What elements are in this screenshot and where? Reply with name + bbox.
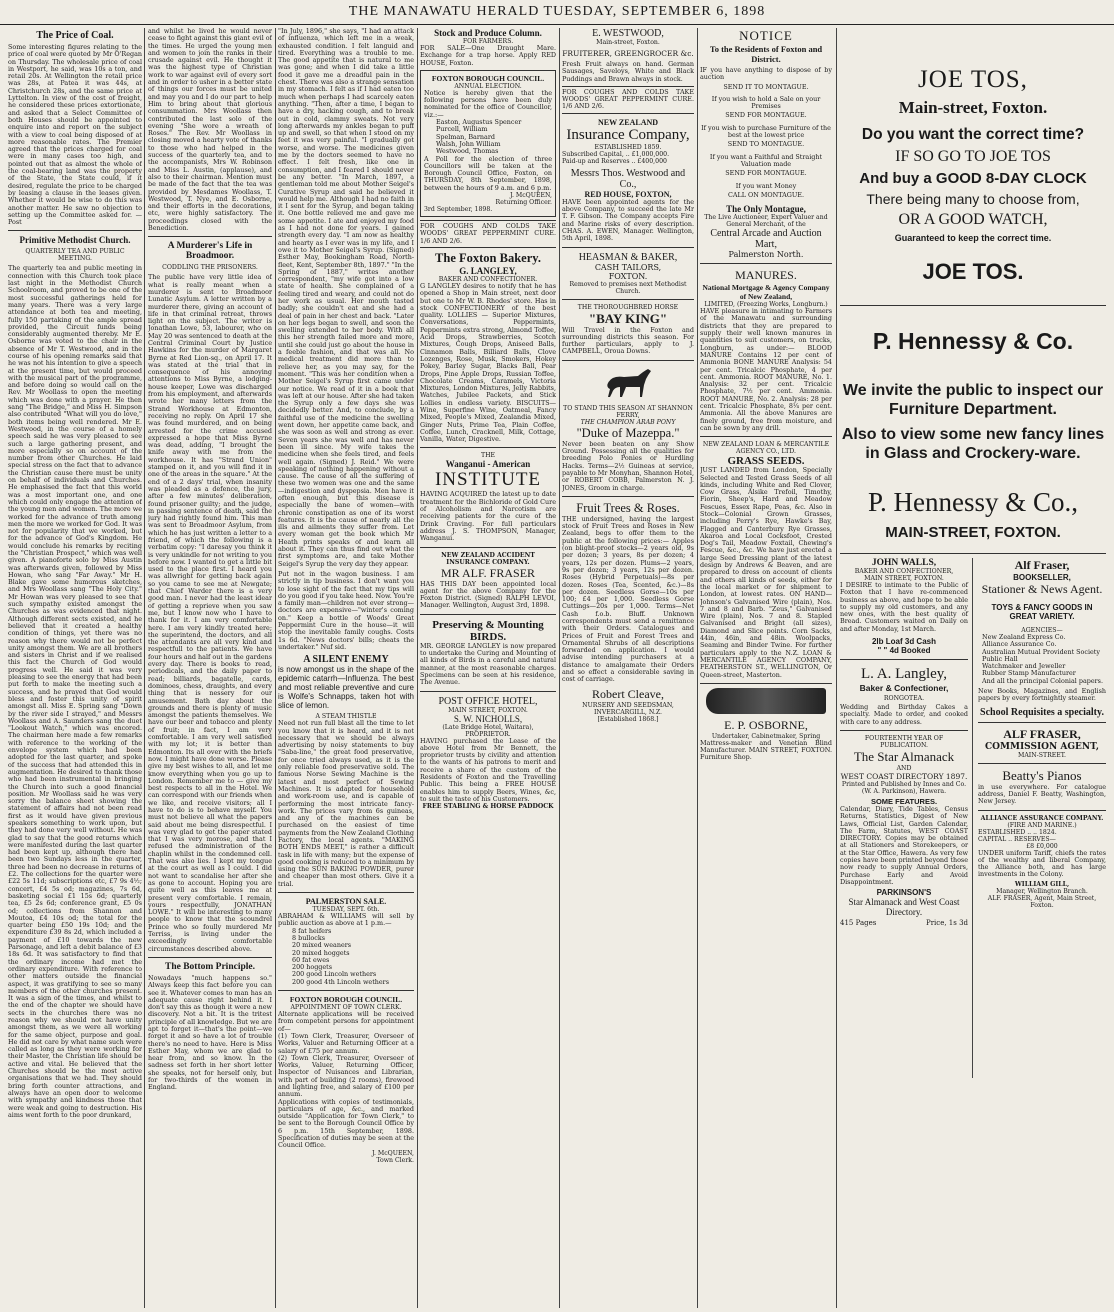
list-item: 200 hoggets: [292, 963, 333, 972]
loan-title: NEW ZEALAND LOAN & MERCANTILE AGENCY CO., LTD.: [702, 441, 830, 456]
council-role: Town Clerk.: [376, 1156, 414, 1164]
murder-title: A Murderer's Life in Broadmoor.: [167, 241, 253, 262]
hennessy-also: Also to view some new fancy lines in Glass and Crockery-ware.: [841, 426, 1105, 462]
post-title: POST OFFICE HOTEL,: [438, 695, 538, 707]
list-item: If you wish to purchase Furniture of the best at the lowest price: [701, 123, 831, 140]
column-7: [840, 28, 1106, 1308]
insurance-redhouse: RED HOUSE, FOXTON,: [584, 189, 672, 199]
steam-head: A STEAM THISTLE: [315, 713, 377, 721]
horse-head: THE THOROUGHBRED HORSE: [577, 303, 679, 311]
coffin-icon: [706, 688, 826, 714]
murder-article: The public have very little idea of what is really meant when a murderer is sent to Broadmoor Lunatic Asylum. A letter written by a murderer there, giving an account of life in that criminal retreat, throws light on the subject. The writer is Jonathan Lowe, 53, labourer, who on May 20 was sentenced to death at the Central Criminal Court by Justice Hawkins for the murder of Margaret Byrne at Red Lion-sq., on April 17. It was stated at the trial that in consequence of his annoying attentions to Miss Byrne, a lodging-house keeper, Lowe was discharged from his employment, and afterwards wrote her many letters from the Strand Workhouse at Edmonton, receiving no reply. On April 17 she was found murdered, and on being arrested for the crime accused expressed a hope that Miss Byrne was dead, adding, "I brought the knife away with me from the workhouse. It has "Strand Union" stamped on it, and you will find it in one of the areas in the square." At the end of a 2 days' trial, when insanity was pleaded as a defence, the jury, after a few minutes' deliberation, found prisoner guilty; and the judge, in passing sentence of death, said the jury had rightly found him. This man was sent to Broadmoor Asylum, from which he has just written a letter to a friend, of which the following is a verbatim copy: "I daresay you think it is very unkindle for not writing to you before now. I wanted to get a little bit used to the place first. I heard you was allwright for getting back again so you came to see me at Newgate; that Chief Warder there is a very good man. I never had the least idear of getting a reprieve when you saw me, but I know now who I have to thank for it. I am very comfortable here. I am very kindly treated here; the superintend, the doctors, and all the attendants are all very kind and respectfull to the patients. We have four hours and half out in the gardens every day. There is books to read, periodicals, and the daily paper to read; billiards, bagatelle, cards, dominoes, chess, draughts, and every thing that is nessery for our amusement. Bath day about the grounds and there is plenty of music amongst the patients themselves. We have our beer and tobacco and plenty of fruit; in fact, I am very comfortable. I am very well satisfied with my lot; it is better than Edmonton. Its all over with the briefs now. I might have done worse. Please give my best wishes to all, and let me know everything when you go up to London. Remember me to — give my best respects to all in the Hotel. We can correspond with our friends when we like, and receive visitors; all I have to do is to behave myself. You must not believe all what the papers said about me being disrespectful. I was very glad to get the paper stated that I was very morose, and that I refused the administration of the chaplin whilst in the condemned cell. That was also lies. I kept my tongue at the court as well as I could. I did not want to scandalise her after she as gone to account. Hoping you are quite well as this leaves me at present very comfortable. I remain, yours respectfully, JONATHAN LOWE." It will be interesting to many people to know that the scoundrel Prince who so foully murdered Mr Terriss, is living under the exceedingly comfortable circumstances described above.: [148, 273, 272, 953]
alf-big: ALF FRASER,: [1003, 726, 1081, 741]
parkinson-price: Price, 1s 3d: [925, 919, 968, 928]
hennessy-street: MAIN-STREET, FOXTON.: [885, 524, 1061, 541]
insurance-est: ESTABLISHED 1859.: [594, 143, 662, 151]
almanac-title: The Star Almanack: [853, 748, 955, 764]
post-role: (Late Bridge Hotel, Waitara), PROPRIETOR.: [442, 723, 534, 738]
alliance-capital: CAPITAL .. RESERVES—: [978, 835, 1056, 843]
election-body: Notice is hereby given that the following persons have been duly nominated for the office of Councillor, viz.:—: [424, 88, 552, 119]
post-body: HAVING purchased the Lease of the above Hotel from Mr Bennett, the proprietor trusts by civility and attention to the wants of his patrons to merit and receive a share of the custom of the Residents of Foxton and the Travelling Public. This being a FREE HOUSE enables him to supply Beers, Wines, &c, to suit the taste of his Customers.: [420, 736, 556, 803]
beatty-body: in use everywhere. For catalogue address, Daniel F. Beatty, Washington, New Jersey.: [978, 782, 1106, 806]
insurance-nz: NEW ZEALAND: [597, 117, 659, 127]
cleave-name: Robert Cleave,: [592, 686, 664, 701]
church-subtitle: QUARTERLY TEA AND PUBLIC MEETING.: [25, 248, 125, 263]
list-item: 200 good Lincoln wethers: [292, 970, 377, 979]
joetos-question: Do you want the correct time?: [861, 126, 1085, 143]
joetos-buy: And buy a GOOD 8-DAY CLOCK: [859, 170, 1087, 187]
birds-body: MR. GEORGE LANGLEY is now prepared to undertake the Curing and Mounting of all kinds of Birds in a careful and natural manner, at the most reasonable charges. Specimens can be seen at his residence, The Avenue.: [420, 641, 556, 687]
list-item: Australian Mutual Provident Society: [982, 647, 1100, 656]
institute-the: THE: [480, 452, 496, 460]
list-item: CALL ON MONTAGUE.: [728, 190, 804, 199]
election-date: 3rd September, 1898.: [424, 206, 493, 214]
westwood-role: FRUITERER, GREENGROCER &c.: [562, 49, 694, 58]
horse-body: Will Travel in the Foxton and surrounding districts this season. For further particulars, apply to J. CAMPBELL, Oroua Downs.: [562, 325, 694, 356]
langley-town: RONGOTEA.: [883, 695, 925, 703]
list-item: Easton, Augustus Spencer: [436, 118, 522, 127]
bakery-name: G. LANGLEY,: [459, 265, 517, 276]
hennessy-invite: We invite the public to inspect our Furniture Department.: [842, 382, 1104, 418]
nzaci-title: NEW ZEALAND ACCIDENT INSURANCE COMPANY.: [441, 551, 535, 566]
column-rule: [559, 28, 560, 1308]
column-rule: [275, 28, 276, 1308]
osborne-role: Undertaker, Cabinetmaker, Spring: [711, 732, 821, 740]
column-rule: [144, 28, 145, 1308]
cleave-role: NURSERY AND SEEDSMAN,: [582, 701, 674, 709]
montague-only: The Only Montague,: [726, 204, 806, 215]
list-item: Rubber Stamp Manufacturer: [982, 669, 1076, 678]
church-title: Primitive Methodist Church.: [19, 235, 131, 246]
council-body: Alternate applications will be received from competent persons for appointment of—: [278, 1010, 414, 1033]
list-item: If you want a Faithful and Straight Valuation made: [709, 152, 823, 168]
list-item: New Zealand Express Co.: [982, 633, 1066, 641]
loaf-line-1: 2lb Loaf 3d Cash: [871, 637, 936, 647]
mazeppa-name: "Duke of Mazeppa.": [576, 425, 680, 440]
list-item: 8 fat heifers: [292, 926, 332, 935]
column-1: [8, 28, 142, 1308]
fraser-agent: Stationer & News Agent.: [981, 582, 1103, 596]
osborne-body: Mattress-maker and Venetian Blind Manufacturer. MAIN STREET, FOXTON. Furniture Shop.: [700, 738, 832, 762]
election-body-2: A Poll for the election of three Councillors will be taken at the Borough Council Office, Foxton, on THURSDAY, 8th September, 1898, between the hours of 9 a.m. and 6 p.m.: [424, 154, 552, 192]
joetos-if: IF SO GO TO JOE TOS: [895, 148, 1051, 165]
column-rule: [417, 28, 418, 1308]
alf-role: COMMISSION AGENT,: [985, 741, 1099, 752]
list-item: 20 mixed hoggets: [292, 948, 350, 957]
sale-list: [278, 928, 414, 986]
bottom-article: Nowadays "much happens so." Always keep this fact before you can see it. Whatever comes to man has an adequate cause right behind it. I don't say this as though it were a new discovery. Not a bit. It is the tritest principle of all knowledge. But we are apt to forget it—that's the point—we forget it and so have a lot of trouble there's no need to have. Here is Miss Esther May, whom we are glad to hear from, and so know. In the sadness set forth in her short letter she speaks, not for herself only, but for two-thirds of the women in England.: [148, 973, 272, 1092]
list-item: 8 bullocks: [292, 933, 325, 942]
fraser-toys: TOYS & FANCY GOODS IN GREAT VARIETY.: [991, 603, 1093, 621]
langley-role: Baker & Confectioner,: [859, 683, 949, 694]
insurance-capital: Subscribed Capital, .. £1,000,000.: [562, 150, 670, 158]
almanac-and: AND: [896, 764, 912, 772]
insurance-title: Insurance Company,: [566, 126, 690, 143]
horse-name: "BAY KING": [588, 310, 668, 326]
westwood-body: Fresh Fruit always on hand. German Sausages, Saveloys, White and Black Puddings and Brawn always in stock.: [562, 60, 694, 83]
bakery-title: The Foxton Bakery.: [435, 250, 541, 265]
heasman-town: FOXTON.: [608, 271, 648, 281]
almanac-body: Printed and Published by Innes and Co. (W. A. Parkinson), Hawera.: [841, 780, 967, 795]
may-article: "In July, 1896," she says, "I had an attack of influenza, which left me in a weak, exhausted condition. I felt languid and tired. Everything was a trouble to me. The good appetite that is natural to me was gone; and when I did take a little food it gave me a dreadful pain in the chest. There was also a strange sensation in my stomach. I felt as if I had eaten too much when perhaps I had scarcely eaten anything. "Then, after a time, I began to have a dry, hacking cough, and to break out in cold, clammy sweats. Not very long afterwards my ankles began to puff up and swell, so that when I stood on my feet it was very painful. "I gradually got worse, and worse. The medicines given me by the doctors seemed to have no effect. I felt fresh, like one in consumption, and I feared I should never be any better. "In March, 1897, a gentleman told me about Mother Seigel's Curative Syrup and said he believed it would help me. Although I had no faith in it I sent for the Syrup, and began taking it. One bottle relieved me and gave me some appetite. I ate and enjoyed my food as I had not done for years. I gained strength every day. "I am now as healthy and hearty as I ever was in my life, and I owe it to Mother Seigel's Syrup. (Signed) Esther May, Bookingham Road, North-fleet, Kent, September 8th, 1897." "In the Spring of 1887," writes another correspondent, "my wife got into a low state of health. She complained of a feeling tired and weary, and could not do her work as usual. Her mouth tasted badly; she couldn't eat and she had a deal of pain in her chest and back. "Later on her legs began to swell, and soon the swelling extended to her body. With all this her strength failed more and more, until she could just go about the house in a feeble fashion, and that was all. No medical treatment did more than to relieve her, as you may say, for the moment. "This was her condition when a Mother Seigel's Syrup first came under our notice. We read of it in a book that was left at our house. After she had taken the Syrup only a few days she was decidedly better. And, to conclude, by a faithful use of the medicine the swelling went down, her appetite came back, and she was soon as well and strong as ever. Seven years she was well and has never been ill since. My wife takes the medicine when she feels tired, and feels well again. (Signed) J. Reid." We were speaking of nothing happening without a cause. The cause of all the suffering of these two women was one and the same—indigestion and dyspepsia. Men have it often enough, but this disease is especially the bane of women—with chronic constipation as one of its worst features. It is the cause of nearly all the ills and ailments they suffer from. Let every woman get the book which Mr Heath prints speaks of and learn all about it. They can thus find out what the first symptoms are, and take Mother Seigel's Syrup the very day they appear.: [278, 28, 414, 568]
manures-title: MANURES.: [735, 268, 797, 283]
alliance-sub: (FIRE AND MARINE.): [1007, 821, 1077, 829]
joetos-many: There being many to choose from,: [866, 191, 1080, 207]
list-item: SEND FOR MONTAGUE.: [725, 111, 807, 120]
institute-title: Wanganui - American: [445, 459, 531, 470]
fruit-body: THE undersigned, having the largest stock of Fruit Trees and Roses in New Zealand, begs to offer them to the public at the following prices:— Apples (on blight-proof stocks—2 years old, 9s per dozen; 3 years, 8s per dozen; 4 years, 12s per dozen. Plums—2 years, 9s per dozen; 3 years, 12s per dozen. Roses (Hybrid Perpetuals)—8s per dozen. Roses (Tea, Scented, &c.)—8s per dozen. Seedless Gorse—10s per 100; £4 per 1,000. Seedless Gorse Cuttings—20s per 1,000. Terms—Net Cash f.o.b. Bluff. Unknown correspondents must send a remittance with their Orders. Catalogues and Prices of Fruit and Forest Trees and Ornamental Shrubs of all descriptions forwarded on application. I would advise intending purchasers at a distance to amalgamate their Orders and so effect a considerable saving in cost of carriage.: [562, 514, 694, 684]
westwood-sub: Main-street, Foxton.: [596, 39, 660, 46]
mazeppa-body: Never been beaten on any Show Ground. Possessing all the qualities for breeding Polo Ponies or Hurdling Hacks. Terms—2½ Guineas at service, payable to Mr Monyhan, Shannon Hotel, or ROBERT COBB, Palmerston N. J. JONES, Groom in charge.: [562, 439, 694, 492]
list-item: Westwood, Thomas: [436, 147, 499, 156]
list-item: IF you have anything to dispose of by auction: [700, 66, 832, 82]
cleave-town: INVERCARGILL, N.Z.: [593, 708, 663, 716]
alliance-est: ESTABLISHED .. .. 1824.: [978, 828, 1057, 836]
post-foot: FREE STABLING & HORSE PADDOCK: [422, 803, 554, 811]
election-role: Returning Officer.: [495, 199, 552, 207]
alliance-title: ALLIANCE ASSURANCE COMPANY.: [980, 814, 1104, 822]
mazeppa-head: TO STAND THIS SEASON AT SHANNON FERRY,: [563, 404, 693, 419]
stock-subtitle: FOR FARMERS.: [462, 38, 514, 45]
horse-icon: [598, 365, 658, 401]
list-item: If you wish to hold a Sale on your Premises: [711, 94, 821, 111]
list-item: SEND IT TO MONTAGUE.: [723, 82, 809, 91]
alliance-body: UNDER uniform Tariff, chiefs the rates of the wealthy and liberal Company, the Alliance both, and has large investments in the Colony.: [978, 848, 1106, 879]
stock-title: Stock and Produce Column.: [434, 28, 542, 38]
almanac-features-body: Calendar, Diary, Tide Tables, Census Returns, Statistics, Digest of New Laws, Official List, Garden Calendar, The Farm, Statutes, WEST COAST DIRECTORY. Copies may be obtained at all Stationers and Storekeepers, or at the Star Office, Hawera. As very few copies have been printed beyond those now ready to supply Annual Orders, Purchase Early and Avoid Disappointment.: [840, 804, 968, 886]
coal-title: The Price of Coal.: [36, 30, 114, 41]
list-item: Purcell, William: [436, 125, 488, 134]
sale-body: ABRAHAM & WILLIAMS will sell by public auction as above at 1 p.m.—: [278, 912, 414, 928]
list-item: Watchmaker and Jeweller: [982, 662, 1066, 671]
montague-mart: Central Arcade and Auction Mart,: [710, 228, 822, 251]
post-name: S. W. NICHOLLS,: [453, 713, 523, 724]
notice-title: NOTICE: [739, 28, 793, 43]
election-title: FOXTON BOROUGH COUNCIL.: [431, 73, 545, 83]
enemy-body: is now amongst us in the shape of the epidemic catarrh—Influenza. The best and most reliable preventive and cure is Wolfe's Schnapps, taken hot with slice of lemon.: [278, 665, 414, 711]
gill-role: Manager, Wellington Branch.: [996, 887, 1088, 895]
montague-town: Palmerston North.: [728, 250, 804, 260]
hennessy-title-2: P. Hennessy & Co.,: [867, 487, 1078, 517]
fruit-title: Fruit Trees & Roses.: [576, 500, 680, 515]
column-5: [562, 28, 694, 1308]
parkinson-name: PARKINSON'S: [876, 888, 932, 898]
joetos-or: OR A GOOD WATCH,: [898, 211, 1048, 228]
woods-article: Put not in the wagon business. I am strictly in tip business. I don't want you to lose sight of the fact that my tips will do you good if you take heed. Now. You're a family man—children not ever strong—doctors are expensive—"winter's coming on." Keep a bottle of Woods' Great Peppermint Cure in the house—it will stop the inevitable family coughs. Costs 1s 6d. "News doctors' bills; cheats the undertaker." Nuf sid.: [278, 569, 414, 651]
heasman-body: Removed to premises next Methodist Church.: [569, 280, 687, 295]
gill-agent: ALF. FRASER, Agent, Main Street, Foxton.: [987, 894, 1097, 909]
list-item: 20 mixed weaners: [292, 941, 352, 950]
bakery-role: BAKER AND CONFECTIONER.: [438, 275, 538, 283]
fraser-title: MR ALF. FRASER: [440, 565, 536, 580]
notice-to: To the Residents of Foxton and District.: [709, 44, 823, 64]
walls-street: MAIN STREET, FOXTON.: [864, 575, 944, 582]
column-3: [278, 28, 414, 1308]
council-subtitle: APPOINTMENT OF TOWN CLERK.: [290, 1004, 402, 1012]
insurance-agents: Messrs Thos. Westwood and Co.,: [570, 167, 686, 190]
alf-street: MAIN-STREET.: [1018, 751, 1066, 759]
election-names: [424, 119, 552, 155]
list-item: Spelman, Barnard: [436, 132, 495, 141]
list-item: Public Hall: [982, 654, 1018, 663]
list-item: And all the principal Colonial papers.: [982, 676, 1103, 685]
osborne-name: E. P. OSBORNE,: [724, 717, 808, 732]
election-sign: J. McQUEEN,: [509, 192, 552, 200]
post-sub: MAIN STREET, FOXTON.: [448, 706, 528, 714]
alliance-amount: £8 £0,000: [1026, 842, 1058, 850]
left-subcolumn: [840, 558, 968, 927]
fraser-body: HAS THIS DAY been appointed local agent for the above Company for the Foxton District. (Signed) RALPH LEVOI, Manager. Wellington, August 3rd, 1898.: [420, 579, 556, 610]
column-6: [700, 28, 832, 1308]
list-item: SEND TO MONTAGUE.: [727, 140, 805, 149]
walls-name: JOHN WALLS,: [871, 558, 937, 568]
fraser-books: New Books, Magazines, and English papers by every fortnightly steamer.: [978, 687, 1106, 703]
fraser-role: BOOKSELLER,: [1013, 573, 1071, 582]
institute-big: INSTITUTE: [434, 469, 542, 491]
list-item: If you want Money: [735, 181, 797, 190]
langley-body: Wedding and Birthday Cakes a specialty. Made to order, and cooked with care to any address.: [840, 703, 968, 726]
westwood-title: E. WESTWOOD,: [592, 28, 664, 39]
hennessy-title: P. Hennessy & Co.: [872, 328, 1074, 354]
subcolumn-rule: [972, 558, 973, 1078]
bottom-title: The Bottom Principle.: [165, 961, 255, 972]
school-requisites: School Requisites a specialty.: [980, 706, 1104, 718]
beatty-title: Beatty's Pianos: [1002, 767, 1082, 783]
birds-title: Preserving & Mounting BIRDS.: [432, 618, 544, 643]
joetos-big: JOE TOS.: [922, 259, 1024, 284]
council-item: (1) Town Clerk, Treasurer, Overseer of Works, Valuer and Returning Officer at a salary of £75 per annum.: [278, 1031, 414, 1055]
cleave-est: [Established 1868.]: [597, 715, 659, 723]
enemy-title: A SILENT ENEMY: [303, 654, 389, 666]
walls-role: BAKER AND CONFECTIONER,: [854, 568, 954, 575]
mortgage-title: National Mortgage & Agency Company of New Zealand,: [702, 283, 830, 302]
church-article-cont: and whilst he lived he would never cease to fight against this giant evil of the times. He urged the young men and women to join the ranks in their crusade against evil. He thought it was the highest type of Christian work to war against evil of every sort and in order to usher in a better state of things our forces must be united and may you and I do our part to help Him to bring about that glorious consummation. Mrs Woollass then contributed the last solo of the evening "She wore a wreath of Roses." The Rev. Mr Woollass in closing moved a hearty vote of thanks to those who had helped in the success of the quarterly tea, and to the accompanists, Mrs W. Robinson and Miss L. Austin, (applause), and also to their chairman. Mention must be made of the fact that the tea was provided by Mesdames Woollass, T. Westwood, T. Nye, and E. Osborne, and their efforts in the decorations, etc, were highly satisfactory. The proceedings closed with the Benediction.: [148, 28, 272, 233]
gill-name: WILLIAM GILL,: [1014, 880, 1070, 888]
mortgage-sub: LIMITED, (Freezing Works, Longburn.): [704, 301, 828, 309]
fraser-agency-list: [978, 634, 1106, 685]
loan-body: JUST LANDED from London, Specially Selected and Tested Grass Seeds of all kinds, including White and Red Clover, Cow Grass, Alsike Trefoil, Timothy, Fiorin, Sheep's, Hard and Meadow Fescues, Essex Rape, Peas, &c. Also in Stock—Colonial Grown Grasses, including Perry's Rye, Hawke's Bay, Flagged and Canterbury Rye Grasses, Akaroa and Local Cocksfoot, Crested Dog's Tail, Meadow Foxtail, Chewing's Fescue, &c., &c. We have just erected a large Seed Dressing plant of the latest design by Andrews & Beaven, and are prepared to dress on account of clients and others all kinds of seeds, either for the local market or for shipment to London, at lowest rates. ON HAND— Johnson's Galvanised Wire (plain), Nos. 7 and 8 and Barb. "Zeus," Galvanised Wire (plain), Nos. 7 and 8. Stapled Galvanised and Bright (all sizes), Diamond and Slice points. Corn Sacks, 44in, 46in, and 48in. Woolpacks, Seaming and Binder Twine. For further particulars apply to the N.Z. LOAN & MERCANTILE AGENCY COMPANY, FEATHERSTON ST., WELLINGTON, Or Queen-street, Masterton.: [700, 466, 832, 679]
heasman-title: HEASMAN & BAKER,: [578, 251, 678, 263]
sale-date: TUESDAY, SEPT. 6th.: [312, 906, 380, 914]
insurance-paid: Paid-up and Reserves .. £400,000: [562, 157, 667, 165]
council-title: FOXTON BOROUGH COUNCIL.: [289, 995, 403, 1005]
steam-body: Need not run full blast all the time to let you know that it is heard, and it is not necessary that we should be always advertising by noisy statements to buy "Saba-line," the great food preservative, for once tried always used, as it is the only reliable food preservative sold. The famous Norse Sewing Machine is the latest and most perfect of Sewing Machines. It is adapted for household and work-room use, and is capable of performing the most intricate fancy-work. The prices vary from 6s guineas, and any of the machines can be purchased on the easiest of time payments from the New Zealand Clothing Factory, the local agents. "MAKING BOTH ENDS MEET," is rather a difficult task in life with many; but the expense of good cooking is reduced to a minimum by using the SUN BAKING POWDER, purer and cheaper than most others. Give it a trial.: [278, 719, 414, 888]
mortgage-body: HAVE pleasure in intimating to Farmers of the Manawatu and surrounding districts that they are prepared to supply their well known manures in quantities to suit customers, on trucks, Longburn, as under:— BLOOD MANURE Contains 12 per cent of Ammonia BONE MANURE Analysis: 54 per cent. Tricalcic Phosphate, 4 per cent. Ammonia. ROOT MANURE, No. 1. Analysis: 32 per cent. Tricalcic Phosphate, 7½ per cent. Ammonia. ROOT MANURE, No. 2. Analysis: 28 per cent. Tricalcic Phosphate, 8¼ per cent. Ammonia. All the above Manures are finely ground, free from moisture, and can be sown by any drill.: [700, 307, 832, 432]
woods-ad: FOR COUGHS AND COLDS TAKE WOODS' GREAT PEPPERMINT CURE. 1/6 AND 2/6.: [420, 220, 556, 248]
loaf-line-2: " " 4d Booked: [877, 646, 931, 656]
column-rule: [697, 28, 698, 1308]
list-item: Walsh, John William: [436, 139, 501, 148]
joetos-street: Main-street, Foxton.: [898, 98, 1048, 117]
parkinson-pages: 415 Pages: [840, 919, 877, 928]
column-rule: [836, 28, 837, 1308]
church-article: The quarterly tea and public meeting in connection with this Church took place last night in the Methodist Church Schoolroom, and proved to be one of the most successful gatherings held for many years. There was a very large attendance at both tea and meeting, fully 150 partaking of the ample spread provided, the Circuit funds being considerably augmented thereby. Mr E. Osborne was voted to the chair in the absence of Mr T. Westwood, and in the course of his opening remarks said that he was not his intention to give a speech at the present time, but would proceed with the musical part of the programme, and before doing so would call on the Rev. Mr Woollass to open the meeting which was done with a prayer. He then sang "The Bridge," and Miss H. Simpson also contributed "What will you do love," both items being well rendered. Mr E. Westwood, in the course of a homely speech said he was very pleased to see such a large gathering present, and more especially so on account of the number from other Churches. He laid special stress on the fact that to advance the Christian cause there must be unity on behalf of individuals and Churches. He emphasised the fact that this world was a most important one, and one which could only engage the attention of the young men and women. The more we worked for the advance of truth among men the more we worked for God. It was not for popularity that we worked, but for the advance of God's Kingdom. He would conclude his remarks by reciting the "Christian Prospect," which was well given. A pianoforte solo by Miss Austin was afterwards given, followed by Miss Howan, who sang "Far Away." Mr H. Blake gave some humorous sketches, and Mrs Woollass sang "The Holy City." Mr Howan was very pleased to see that such sympathy existed amongst the Churches as was evidenced that night. Although different sects existed, and he believed that it created a healthy condition of things, yet there was no reason why there would not be perfect unity amongst them. We are all brothers and sisters in Christ and if we realised this fact the Church of God would progress well. He said it was very pleasing to see the energy that had been put forth to make the meeting such a success, and he prayed that God would bless and foster this unity of spirit amongst all. Miss E. Spring sang "Down by the river side I strayed," and Messrs Woollass and A. Saunders sang the duet "Lookout Watch," which was encored. The chairman here made a few remarks with reference to the working of the envelope system which had been adopted for the last quarter, and spoke of the success that had attended this in augmentation. He desired to thank those who had been instrumental in bringing the Church into such a good financial position. Mr Woollass said he was very sorry the balance sheet showing the statement of affairs had not been read first as it would have given previous speakers something to work upon, but they had done very well without. He was glad to say that the good returns which were manifested during the last quarter had been kept up, although there had been two Sundays less in the quarter, three had been no decrease in returns of £2. The collections for the quarter were £22 5s 11d; subscriptions etc, £7 9s 4½; concert, £4 5s od; magazines, 7s 6d, basketing social £1 15s 6d; quarterly tea, £5 2s 6d; conference grant, £5 0s od; collections from Shannon and Moutoa, £4 10s od; the total for the quarter being £50 19s 10d; and the expenditure £39 8s 2d, which included a payment of £10 towards the new Parsonage, and left a debit balance of £3 18s 6d. It was satisfactory to find that the ordinary income had met the ordinary expenditure. With reference to other matters outside the financial aspect, it was gratifying to see so many members of the other churches present. It was a sign of the times, and whilst to the end of the chapter we should have sects in the churches there was no reason why we should not have unity amongst them, as we were all working for the same object, purpose and goal. He did not care by what name such were called as long as they were working for their Master, the Christian life should be active and vital. He believed that the Churches should be the most active organisations that we had. They should bring forth counter attractions, and always have an open door to welcome with sympathy and kindness those that were weak and going to destruction. His aims went forth to the poor drunkard,: [8, 264, 142, 1119]
sale-title: PALMERSTON SALE.: [305, 897, 387, 907]
insurance-body: HAVE been appointed agents for the above Company, to succeed the late Mr T. F. Gibson. The Company accepts Fire and Marine risks of every description. CHAS. A. EWEN, Manager. Wellington, 5th April, 1898.: [562, 197, 694, 243]
parkinson-title: Star Almanack and West Coast Directory.: [848, 897, 960, 918]
mazeppa-sub: THE CHAMPION ARAB PONY: [580, 418, 676, 426]
heasman-role: CASH TAILORS,: [594, 262, 662, 272]
coal-article: Some interesting figures relating to the price of coal were quoted by Mr O'Regan on Thursday. The wholesale price of coal in Westport, he said, was 10s a ton, and retail 20s. At Wellington the retail price was 28s, at Patea it was 44s, at Christchurch 28s, and the same price at Lyttelton. In view of the cost of freight, he considered these prices extortionate, and asked that a Select Committee of both Houses should be appointed to enquire into and report on the subject with a view to coal being disposed of at more reasonable rates. The Premier agreed that the prices charged for coal were in many cases too high, and pointed out that as almost the whole of the coal-bearing land was the property of the State, the State could, if it desired, regulate the price to be charged by leasing a clause in the leases given. Whether it would be wise to do this was another matter. He saw no objection to setting up the Committee asked for. —Post: [8, 43, 142, 227]
almanac-directory: WEST COAST DIRECTORY 1897.: [840, 771, 968, 781]
almanac-year: FOURTEENTH YEAR OF PUBLICATION.: [864, 734, 944, 749]
walls-body: I DESIRE to intimate to the Public of Foxton that I have re-commenced business as above, and hope to be able to supply my old customers, and any new ones, with the best quality of Bread. Customers waited on Daily on and after Monday, 1st March.: [840, 581, 968, 633]
joetos-guarantee: Guaranteed to keep the correct time.: [894, 233, 1052, 243]
column-2: [148, 28, 272, 1308]
fraser-name: Alf Fraser,: [1014, 558, 1070, 572]
column-4: [420, 28, 556, 1308]
langley-name: L. A. Langley,: [860, 666, 948, 683]
bakery-body: G LANGLEY desires to notify that he has opened a Shop in Main street, next door but one to Mr W. B. Rhodes' store. Has in stock CONFECTIONERY of the best quality. LOLLIES — Superior Mixtures, Conversations, Peppermints, Peppermints extra strong, Almond Toffee, Acid Drops, Strawberries, Scotch Mixtures, Cough Drops, Aniseed Balls, Cinnamon Balls, Billiard Balls, Clove Lozenges, Rose, Musk, Smokers, Hokey Pokey, Barley Sugar, Blacks Ball, Pear Drops, Pine Apple Drops, Russian Toffee, Chocolate Creams, Caramels, Victoria Mixtures, London Mixtures, Jelly Rabbits, Watches, Jubilee Packets, and Stick Lollies in endless variety. BISCUITS—Wine, Superfine Wine, Oatmeal, Fancy Mixed, People's Mixed, Zealandia Mixed, Ginger Nuts, Prime Tea, Plain Coffee, Coffee, Lunch, Cracknell, Milk, Cottage, Vanilla, Water, Digestive.: [420, 281, 556, 444]
council-sign: J. McQUEEN,: [371, 1149, 414, 1157]
woods-ad: FOR COUGHS AND COLDS TAKE WOODS' GREAT PEPPERMINT CURE. 1/6 AND 2/6.: [562, 86, 694, 114]
masthead: THE MANAWATU HERALD TUESDAY, SEPTEMBER 6, 1898: [0, 0, 1114, 25]
montague-sub: The Live Auctioneer, Expert Valuer and General Merchant, of the: [704, 214, 828, 229]
council-item: (2) Town Clerk, Treasurer, Overseer of Works, Valuer, Returning Officer, Inspector of Nuisances and Librarian, with part of building (2 rooms), firewood and lighting free, and salary of £100 per annum.: [278, 1053, 414, 1099]
fraser-agencies: AGENCIES—: [1021, 627, 1063, 634]
right-subcolumn: [978, 558, 1106, 909]
almanac-features: SOME FEATURES.: [870, 796, 938, 806]
stock-body: FOR SALE—One Draught Mare. Exchange for a trap horse. Apply RED HOUSE, Foxton.: [420, 44, 556, 67]
election-subtitle: ANNUAL ELECTION.: [454, 82, 522, 90]
council-body-2: Applications with copies of testimonials, particulars of age, &c., and marked outside "Application for Town Clerk," to be sent to the Borough Council Office by 6 p.m. 15th September, 1898. Specification of duties may be seen at the Council Office.: [278, 1097, 414, 1150]
joetos-name: JOE TOS,: [918, 66, 1028, 93]
institute-body: HAVING ACQUIRED the latest up to date treatment for the Bichloride of Gold Cure of Alcoholism and Narcotism are receiving patients for the cure of the Drink Craving. For full particulars address J. S. THOMPSON, Manager, Wanganui.: [420, 490, 556, 543]
list-item: 60 fat ewes: [292, 955, 330, 964]
list-item: SEND FOR MONTAGUE.: [725, 169, 807, 178]
list-item: Alliance Assurance Co.: [982, 640, 1057, 649]
notice-list: [700, 67, 832, 199]
murder-subtitle: CODDLING THE PRISONERS.: [162, 264, 258, 272]
grass-title: GRASS SEEDS.: [727, 455, 805, 468]
list-item: 200 good 4th Lincoln wethers: [292, 977, 389, 986]
